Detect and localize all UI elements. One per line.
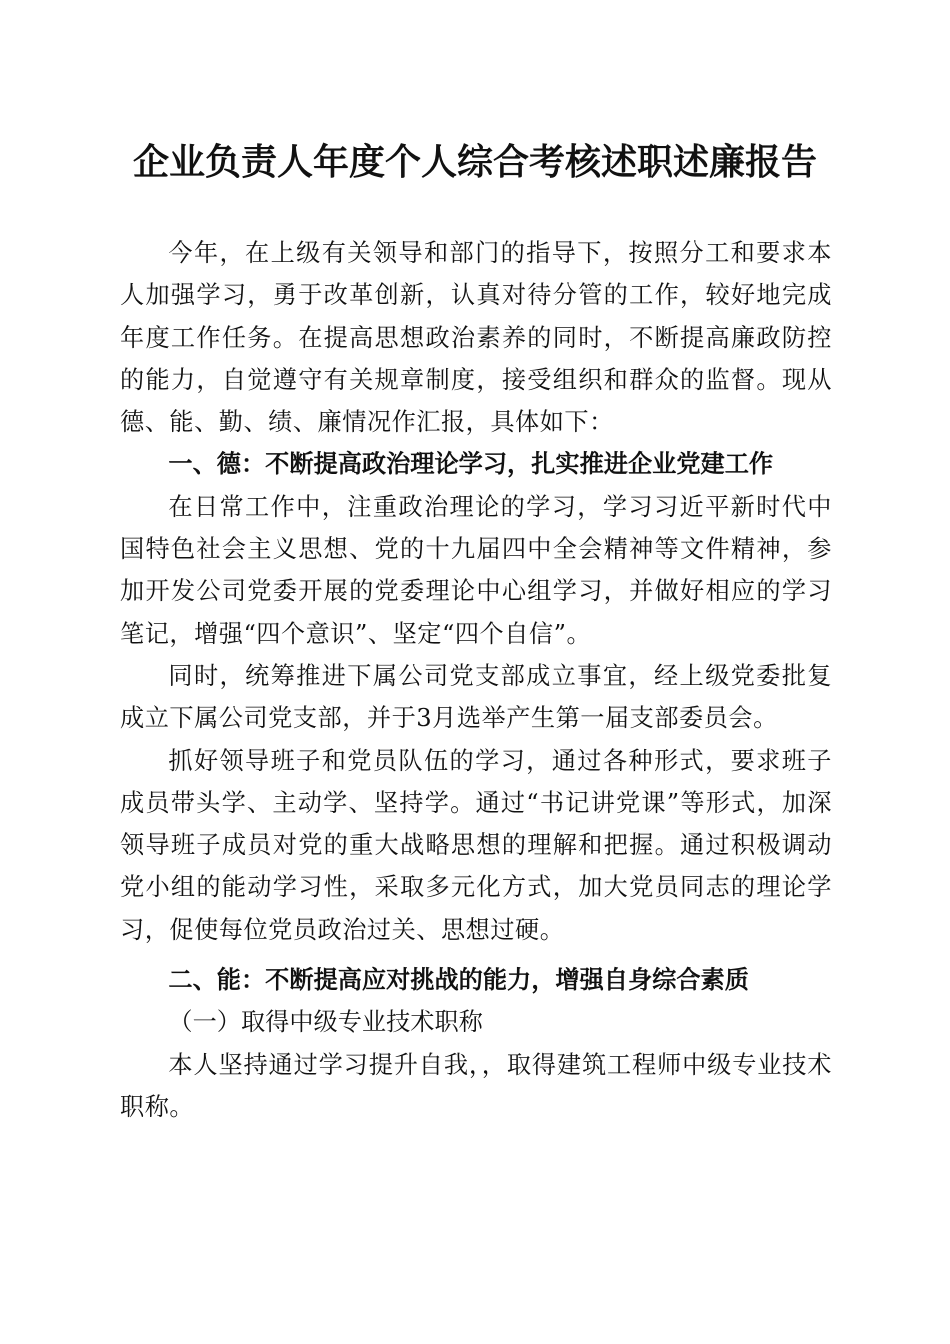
intro-paragraph: 今年，在上级有关领导和部门的指导下，按照分工和要求本人加强学习，勇于改革创新，认真对待分管的工作，较好地完成年度工作任务。在提高思想政治素养的同时，不断提高廉政防控的能力，自觉遵守有关规章制度，接受组织和群众的监督。现从德、能、勤、绩、廉情况作汇报，具体如下：	[120, 239, 832, 437]
section-heading-neng: 二、能：不断提高应对挑战的能力，增强自身综合素质	[168, 966, 749, 995]
paragraph-political-study: 在日常工作中，注重政治理论的学习，学习习近平新时代中国特色社会主义思想、党的十九届四中全会精神等文件精神，参加开发公司党委开展的党委理论中心组学习，并做好相应的学习笔记，增强“四个意识”、坚定“四个自信”。	[120, 492, 832, 648]
document-title: 企业负责人年度个人综合考核述职述廉报告	[132, 141, 817, 183]
section-heading-de: 一、德：不断提高政治理论学习，扎实推进企业党建工作	[168, 450, 774, 479]
paragraph-professional-title: 本人坚持通过学习提升自我，，取得建筑工程师中级专业技术职称。	[120, 1050, 832, 1121]
paragraph-party-branch: 同时，统筹推进下属公司党支部成立事宜，经上级党委批复成立下属公司党支部，并于3月选举产生第一届支部委员会。	[120, 661, 832, 733]
subsection-heading-title: （一）取得中级专业技术职称	[168, 1008, 483, 1037]
paragraph-team-study: 抓好领导班子和党员队伍的学习，通过各种形式，要求班子成员带头学、主动学、坚持学。通过“书记讲党课”等形式，加深领导班子成员对党的重大战略思想的理解和把握。通过积极调动党小组的能动学习性，采取多元化方式，加大党员同志的理论学习，促使每位党员政治过关、思想过硬。	[120, 746, 832, 944]
document-body	[120, 232, 832, 1128]
